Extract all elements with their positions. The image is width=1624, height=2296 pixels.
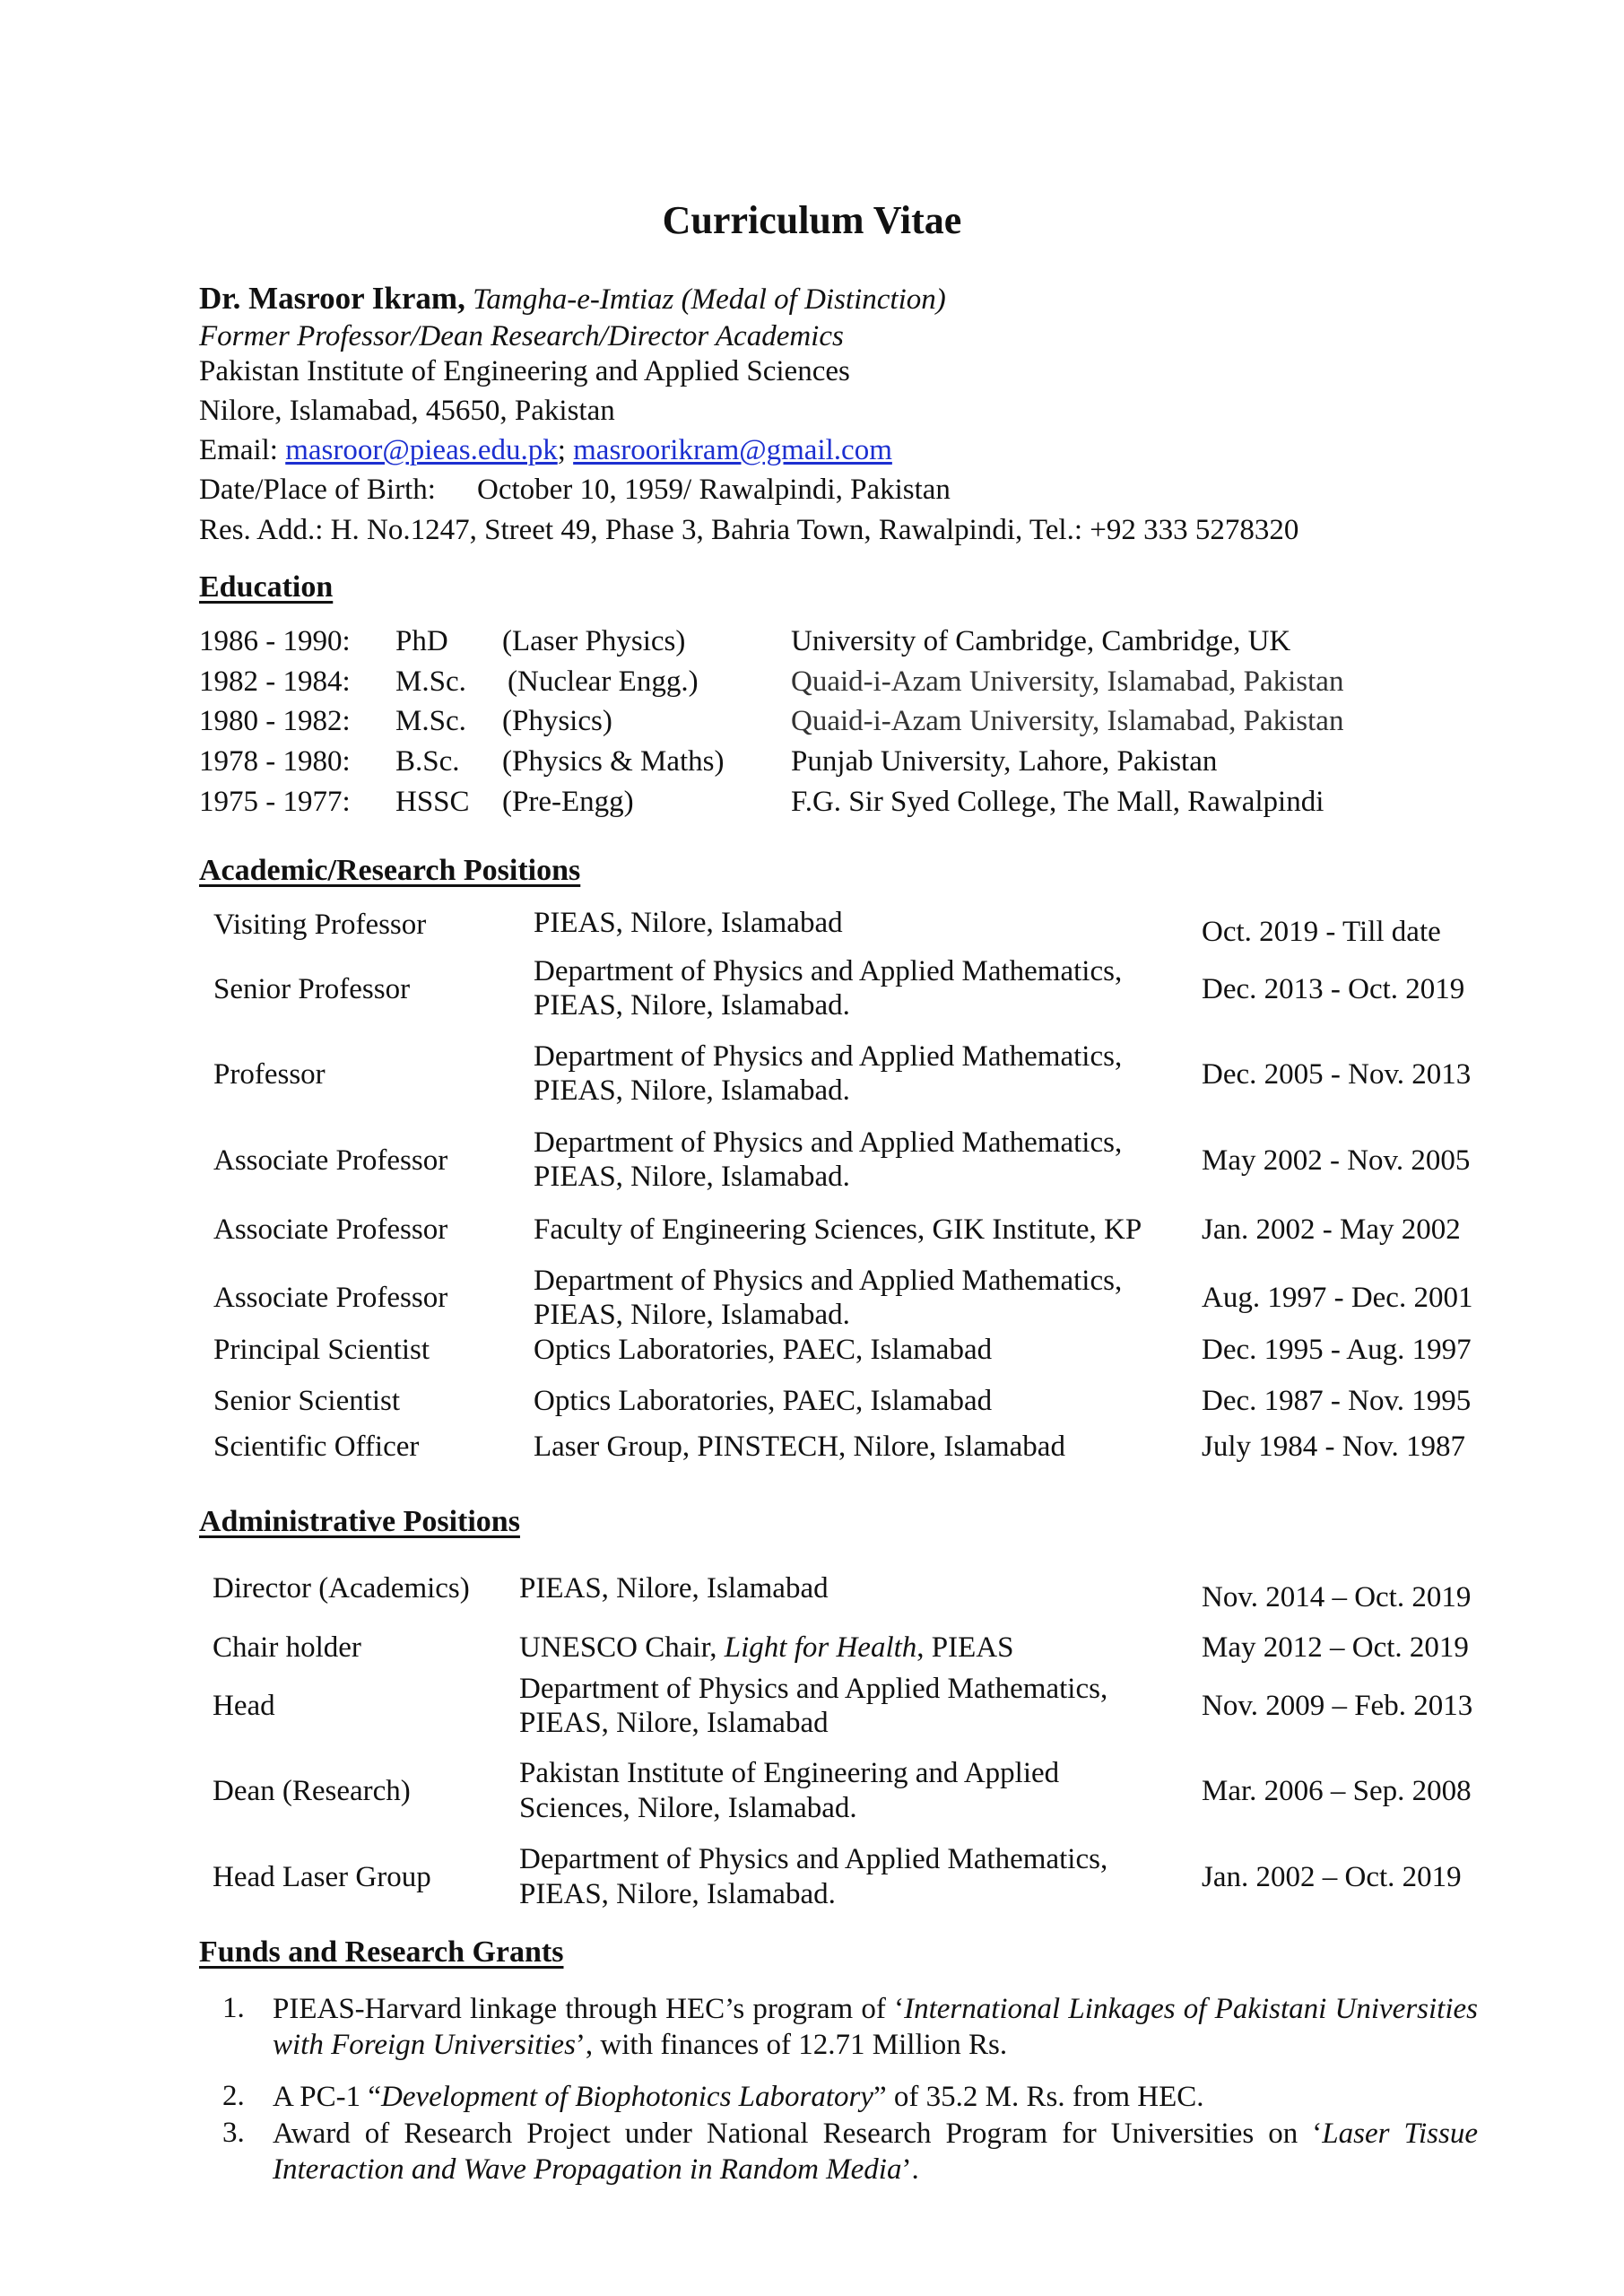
academic-place: Laser Group, PINSTECH, Nilore, Islamabad <box>534 1431 1065 1463</box>
education-degree: PhD <box>395 625 448 657</box>
admin-place <box>519 1631 1013 1665</box>
funds-item-text: PIEAS-Harvard linkage through HEC’s program of ‘ <box>273 1993 905 2025</box>
academic-place: Department of Physics and Applied Mathematics, <box>534 1126 1123 1159</box>
institute: Pakistan Institute of Engineering and Applied Sciences <box>199 355 850 387</box>
education-field: (Pre-Engg) <box>502 786 634 818</box>
name-line <box>199 282 946 317</box>
funds-item <box>273 1991 1478 2063</box>
funds-item-number: 1. <box>222 1992 245 2024</box>
admin-dates: Nov. 2009 – Feb. 2013 <box>1202 1690 1473 1722</box>
admin-dates: Mar. 2006 – Sep. 2008 <box>1202 1775 1472 1807</box>
academic-dates: Aug. 1997 - Dec. 2001 <box>1202 1282 1473 1314</box>
academic-dates: Oct. 2019 - Till date <box>1202 916 1441 948</box>
funds-item <box>273 2116 1478 2187</box>
education-field: (Physics & Maths) <box>502 745 725 778</box>
academic-dates: Jan. 2002 - May 2002 <box>1202 1213 1461 1246</box>
admin-dates: May 2012 – Oct. 2019 <box>1202 1631 1469 1664</box>
academic-place: Department of Physics and Applied Mathematics, <box>534 955 1123 987</box>
education-field: (Physics) <box>502 705 612 737</box>
academic-heading: Academic/Research Positions <box>199 854 581 887</box>
academic-place-line2: PIEAS, Nilore, Islamabad. <box>534 1161 850 1193</box>
education-institution: Quaid-i-Azam University, Islamabad, Pakistan <box>791 705 1344 737</box>
education-years: 1986 - 1990: <box>199 625 351 657</box>
admin-place-line2: PIEAS, Nilore, Islamabad. <box>519 1878 836 1910</box>
email-line <box>199 433 892 467</box>
dob-label: Date/Place of Birth: <box>199 474 436 506</box>
address: Nilore, Islamabad, 45650, Pakistan <box>199 395 615 427</box>
admin-place: PIEAS, Nilore, Islamabad <box>519 1572 829 1605</box>
funds-item-italic-title: Development of Biophotonics Laboratory <box>381 2081 874 2113</box>
academic-place: Department of Physics and Applied Mathematics, <box>534 1040 1123 1073</box>
academic-position: Visiting Professor <box>213 909 427 941</box>
education-field: (Nuclear Engg.) <box>508 665 699 698</box>
admin-place-suffix: , PIEAS <box>916 1631 1014 1664</box>
funds-item <box>273 2079 1478 2115</box>
academic-position: Scientific Officer <box>213 1431 420 1463</box>
education-institution: Quaid-i-Azam University, Islamabad, Pakistan <box>791 665 1344 698</box>
academic-position: Senior Professor <box>213 973 411 1005</box>
honor: Tamgha-e-Imtiaz (Medal of Distinction) <box>473 283 946 316</box>
admin-position: Chair holder <box>213 1631 361 1664</box>
funds-heading: Funds and Research Grants <box>199 1935 564 1969</box>
person-name: Dr. Masroor Ikram, <box>199 281 465 316</box>
education-degree: B.Sc. <box>395 745 460 778</box>
education-institution: University of Cambridge, Cambridge, UK <box>791 625 1291 657</box>
admin-place: Pakistan Institute of Engineering and Applied <box>519 1757 1060 1789</box>
academic-position: Principal Scientist <box>213 1334 430 1366</box>
funds-item-italic-title: International Linkages of Pakistani Universities with Foreign Universities <box>273 1993 1478 2061</box>
admin-place-line2: PIEAS, Nilore, Islamabad <box>519 1707 829 1739</box>
funds-item-text: A PC-1 “ <box>273 2081 382 2113</box>
funds-item-suffix: ’. <box>901 2153 919 2186</box>
email-link-gmail[interactable]: masroorikram@gmail.com <box>573 434 892 466</box>
admin-place-italic: Light for Health <box>724 1631 917 1664</box>
academic-dates: May 2002 - Nov. 2005 <box>1202 1144 1471 1177</box>
dob-value: October 10, 1959/ Rawalpindi, Pakistan <box>477 474 951 506</box>
education-institution: Punjab University, Lahore, Pakistan <box>791 745 1218 778</box>
education-degree: M.Sc. <box>395 665 466 698</box>
academic-dates: Dec. 2005 - Nov. 2013 <box>1202 1058 1472 1091</box>
academic-position: Associate Professor <box>213 1213 448 1246</box>
education-institution: F.G. Sir Syed College, The Mall, Rawalpindi <box>791 786 1324 818</box>
email-separator: ; <box>557 434 566 466</box>
admin-position: Head <box>213 1690 275 1722</box>
academic-position: Senior Scientist <box>213 1385 401 1417</box>
residential-address: Res. Add.: H. No.1247, Street 49, Phase 3, Bahria Town, Rawalpindi, Tel.: +92 333 5278320 <box>199 514 1299 546</box>
academic-dates: Dec. 1987 - Nov. 1995 <box>1202 1385 1472 1417</box>
education-degree: M.Sc. <box>395 705 466 737</box>
academic-place-line2: PIEAS, Nilore, Islamabad. <box>534 1074 850 1107</box>
funds-item-number: 3. <box>222 2117 245 2149</box>
education-field: (Laser Physics) <box>502 625 686 657</box>
admin-place: Department of Physics and Applied Mathematics, <box>519 1673 1108 1705</box>
academic-place-line2: PIEAS, Nilore, Islamabad. <box>534 989 850 1022</box>
admin-position: Director (Academics) <box>213 1572 470 1605</box>
funds-item-italic-title: Laser Tissue Interaction and Wave Propagation in Random Media <box>273 2118 1478 2186</box>
academic-place: Faculty of Engineering Sciences, GIK Institute, KP <box>534 1213 1142 1246</box>
admin-place: Department of Physics and Applied Mathematics, <box>519 1843 1108 1875</box>
academic-position: Professor <box>213 1058 326 1091</box>
academic-position: Associate Professor <box>213 1282 448 1314</box>
education-heading: Education <box>199 570 334 604</box>
funds-item-number: 2. <box>222 2080 245 2112</box>
education-years: 1980 - 1982: <box>199 705 351 737</box>
funds-item-suffix: ” of 35.2 M. Rs. from HEC. <box>873 2081 1204 2113</box>
designation: Former Professor/Dean Research/Director Academics <box>199 320 844 352</box>
email-link-pieas[interactable]: masroor@pieas.edu.pk <box>285 434 558 466</box>
academic-position: Associate Professor <box>213 1144 448 1177</box>
academic-place: PIEAS, Nilore, Islamabad <box>534 907 843 939</box>
academic-place: Department of Physics and Applied Mathematics, <box>534 1265 1123 1297</box>
education-degree: HSSC <box>395 786 470 818</box>
admin-place-text: UNESCO Chair, <box>519 1631 725 1664</box>
funds-item-text: Award of Research Project under National Research Program for Universities on ‘ <box>273 2118 1323 2150</box>
admin-position: Dean (Research) <box>213 1775 411 1807</box>
academic-place: Optics Laboratories, PAEC, Islamabad <box>534 1385 993 1417</box>
email-label: Email: <box>199 434 278 466</box>
academic-dates: July 1984 - Nov. 1987 <box>1202 1431 1465 1463</box>
academic-place: Optics Laboratories, PAEC, Islamabad <box>534 1334 993 1366</box>
academic-place-line2: PIEAS, Nilore, Islamabad. <box>534 1299 850 1331</box>
education-years: 1982 - 1984: <box>199 665 351 698</box>
page-title: Curriculum Vitae <box>662 198 962 242</box>
dob-line <box>199 473 436 507</box>
funds-item-suffix: ’, with finances of 12.71 Million Rs. <box>575 2029 1008 2061</box>
administrative-heading: Administrative Positions <box>199 1505 520 1538</box>
education-years: 1975 - 1977: <box>199 786 351 818</box>
academic-dates: Dec. 1995 - Aug. 1997 <box>1202 1334 1472 1366</box>
admin-dates: Jan. 2002 – Oct. 2019 <box>1202 1861 1462 1893</box>
admin-place-line2: Sciences, Nilore, Islamabad. <box>519 1792 857 1824</box>
admin-position: Head Laser Group <box>213 1861 431 1893</box>
academic-dates: Dec. 2013 - Oct. 2019 <box>1202 973 1465 1005</box>
education-years: 1978 - 1980: <box>199 745 351 778</box>
admin-dates: Nov. 2014 – Oct. 2019 <box>1202 1581 1472 1613</box>
